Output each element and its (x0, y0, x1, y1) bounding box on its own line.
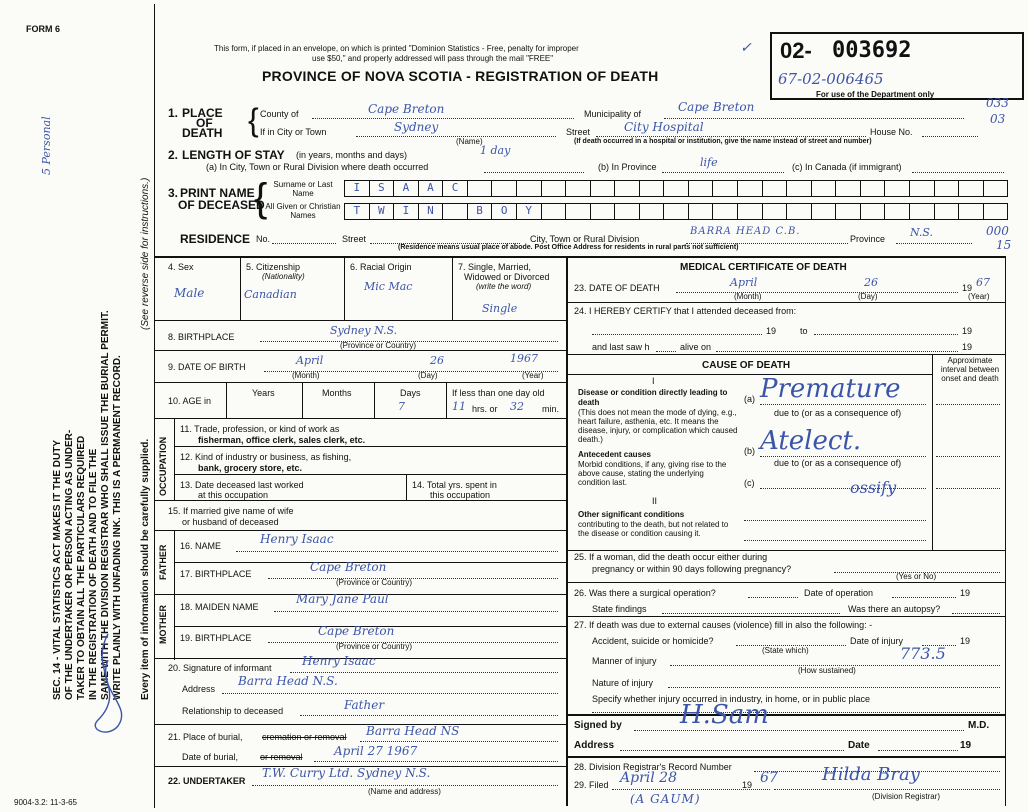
state-findings: State findings (592, 604, 647, 614)
death-month-label: (Month) (734, 292, 762, 301)
page-title: PROVINCE OF NOVA SCOTIA - REGISTRATION OF DEATH (262, 68, 659, 84)
stamp: (A GAUM) (630, 792, 701, 806)
specify: Specify whether injury occurred in industry, in home, or in public place (592, 694, 870, 704)
surname-letter-box: I (345, 181, 370, 196)
q20: 20. Signature of informant (168, 663, 272, 673)
house-label: House No. (870, 127, 913, 137)
death-day-label: (Day) (858, 292, 878, 301)
q15b: or husband of deceased (182, 517, 279, 527)
surname-letter-box (812, 181, 837, 196)
given-grid (344, 203, 1008, 220)
q12: 12. Kind of industry or business, as fishing, (180, 452, 352, 462)
relationship-value: Father (344, 698, 385, 712)
mother-bp: Cape Breton (318, 624, 395, 638)
age-min: 32 (510, 400, 524, 413)
given-letter-box (713, 204, 738, 219)
last-saw: and last saw h (592, 342, 650, 352)
other-sub: contributing to the death, but not related to the disease or condition causing it. (578, 520, 729, 538)
place-label3: DEATH (182, 126, 223, 140)
marital-sub: (write the word) (476, 282, 532, 291)
disease-label: Disease or condition directly leading to death (578, 388, 728, 407)
q15: 15. If married give name of wife (168, 506, 294, 516)
father-side: FATHER (158, 544, 168, 580)
date: Date (848, 740, 870, 751)
burial-date: April 27 1967 (334, 744, 418, 758)
due-to-2: due to (or as a consequence of) (774, 458, 902, 468)
alive-on: alive on (680, 342, 712, 352)
surname-letter-box (738, 181, 763, 196)
citizenship-value: Canadian (244, 288, 297, 301)
municipality-value: Cape Breton (678, 100, 755, 114)
hrs-label: hrs. or (472, 404, 498, 414)
name-label2: OF DECEASED (178, 198, 265, 212)
given-letter-box: N (419, 204, 444, 219)
side-line3: TAKER TO OBTAIN ALL THE PARTICULARS REQUIRED (76, 435, 87, 700)
place-label1: PLACE (182, 106, 223, 120)
address: Address (574, 740, 615, 751)
death-year: 67 (976, 276, 990, 289)
given-letter-box (566, 204, 591, 219)
given-letter-box (910, 204, 935, 219)
surname-letter-box (861, 181, 886, 196)
q28: 28. Division Registrar's Record Number (574, 762, 732, 772)
stay-sub: (in years, months and days) (296, 150, 408, 160)
given-letter-box (443, 204, 468, 219)
given-letter-box (935, 204, 960, 219)
dob-day: 26 (430, 354, 444, 367)
min-label: min. (542, 404, 560, 414)
given-letter-box (984, 204, 1008, 219)
nature: Nature of injury (592, 678, 654, 688)
antecedent-label: Antecedent causes (578, 450, 651, 459)
q27: 27. If death was due to external causes (violence) fill in also the following: - (574, 620, 873, 630)
name-label1: PRINT NAME (180, 186, 255, 200)
q18: 18. MAIDEN NAME (180, 602, 259, 612)
code3: 000 (986, 224, 1009, 238)
disease-sub: (This does not mean the mode of dying, e.g., heart failure, asthenia, etc. It means the disease, injury, or complication which caused death.) (578, 408, 738, 444)
other-label: Other significant conditions (578, 510, 685, 519)
manner: Manner of injury (592, 656, 657, 666)
due-to-1: due to (or as a consequence of) (774, 408, 902, 418)
roman-2: II (652, 496, 658, 506)
residence-province: N.S. (910, 226, 934, 239)
side-line4: IN THE REGISTRATION OF DEATH AND TO FILE THE (88, 448, 99, 700)
dob-month-label: (Month) (292, 371, 320, 380)
cause-c-label: (c) (744, 478, 755, 488)
code4: 15 (996, 238, 1012, 252)
surname-letter-box: A (419, 181, 444, 196)
citizenship-label: 5. Citizenship (246, 262, 301, 272)
relationship-label: Relationship to deceased (182, 706, 284, 716)
q21b: cremation or removal (262, 732, 347, 742)
how-sustained: (How sustained) (798, 666, 856, 675)
q13b: at this occupation (198, 490, 269, 500)
hand-reg-number: 67-02-006465 (778, 70, 884, 88)
given-letter-box (640, 204, 665, 219)
autopsy: Was there an autopsy? (848, 604, 941, 614)
signed-by: Signed by (574, 720, 622, 731)
given-letter-box (812, 204, 837, 219)
name-label: (Name) (456, 137, 483, 146)
given-letter-box: O (492, 204, 517, 219)
mother-pc: (Province or Country) (336, 642, 413, 651)
side-scribble (78, 630, 138, 740)
given-letter-box: W (370, 204, 395, 219)
code2: 03 (990, 112, 1006, 126)
street-value: City Hospital (624, 120, 704, 134)
hospital-note: (If death occurred in a hospital or institution, give the name instead of street and number) (574, 138, 872, 145)
surname-letter-box (492, 181, 517, 196)
dob-year-label: (Year) (522, 371, 544, 380)
name-addr: (Name and address) (368, 787, 441, 796)
footer-code: 9004-3.2: 11-3-65 (14, 798, 78, 807)
check-mark: ✓ (740, 40, 752, 56)
place-label2: OF (196, 116, 213, 130)
surname-letter-box: C (443, 181, 468, 196)
side-line2: OF THE UNDERTAKER OR PERSON ACTING AS UNDER- (64, 429, 75, 700)
hand-code: 773.5 (900, 644, 946, 663)
accident: Accident, suicide or homicide? (592, 636, 714, 646)
reg-prefix: 02- (780, 38, 812, 63)
surname-letter-box (640, 181, 665, 196)
given-letter-box (836, 204, 861, 219)
registrar-signature: Hilda Bray (822, 764, 920, 785)
q19: 19. BIRTHPLACE (180, 633, 252, 643)
surname-letter-box (517, 181, 542, 196)
months-label: Months (322, 388, 352, 398)
reg-digits: 003692 (832, 38, 912, 63)
name-num: 3. (168, 186, 179, 200)
state-which: (State which) (762, 646, 809, 655)
date-op: Date of operation (804, 588, 874, 598)
cause-c: ossify (850, 478, 897, 497)
father-name: Henry Isaac (260, 532, 334, 546)
side-line7: (See reverse side for instructions.) (140, 177, 151, 330)
stay-label: LENGTH OF STAY (182, 148, 285, 162)
q16: 16. NAME (180, 541, 222, 551)
surname-letter-box (984, 181, 1008, 196)
surname-letter-box: S (370, 181, 395, 196)
stay-a-value: 1 day (480, 144, 511, 157)
birthplace-label: 8. BIRTHPLACE (168, 332, 235, 342)
side-line5: SAME WITH THE DIVISION REGISTRAR WHO SHALL ISSUE THE BURIAL PERMIT. (100, 310, 111, 700)
citizenship-sub: (Nationality) (262, 272, 305, 281)
racial-label: 6. Racial Origin (350, 262, 412, 272)
father-bp: Cape Breton (310, 560, 387, 574)
surname-letter-box (787, 181, 812, 196)
q24: 24. I HEREBY CERTIFY that I attended deceased from: (574, 306, 797, 316)
surname-label: Surname or Last Name (273, 180, 333, 198)
marital-label-2: Widowed or Divorced (464, 272, 550, 282)
surname-letter-box (615, 181, 640, 196)
q24-19a: 19 (766, 326, 777, 336)
surname-letter-box (959, 181, 984, 196)
given-letter-box (885, 204, 910, 219)
residence-note: (Residence means usual place of abode. Post Office Address for residents in rural parts not sufficient) (398, 244, 739, 251)
filed-19: 19 (742, 780, 753, 790)
residence-street: Street (342, 234, 367, 244)
form-label: FORM 6 (26, 24, 61, 34)
residence-city-label: City, Town or Rural Division (530, 234, 640, 244)
death-year-label: (Year) (968, 292, 990, 301)
municipality-label: Municipality of (584, 109, 642, 119)
div-reg: (Division Registrar) (872, 792, 941, 801)
age-label: 10. AGE in (168, 396, 212, 406)
given-letter-box (689, 204, 714, 219)
mother-side: MOTHER (158, 605, 168, 644)
surname-letter-box (468, 181, 493, 196)
date-inj: Date of injury (850, 636, 904, 646)
side-line1: SEC. 14 - VITAL STATISTICS ACT MAKES IT THE DUTY (52, 439, 63, 700)
q25b: pregnancy or within 90 days following pregnancy? (592, 564, 792, 574)
given-letter-box: Y (517, 204, 542, 219)
given-letter-box (615, 204, 640, 219)
medical-title: MEDICAL CERTIFICATE OF DEATH (680, 262, 847, 273)
date-inj-19: 19 (960, 636, 971, 646)
surname-letter-box (910, 181, 935, 196)
q24-19b: 19 (962, 326, 973, 336)
physician-signature: H.Sam (680, 700, 769, 730)
q12b: bank, grocery store, etc. (198, 463, 303, 473)
residence-city: BARRA HEAD C.B. (690, 226, 801, 237)
yes-no: (Yes or No) (896, 572, 937, 581)
death-month: April (730, 276, 758, 289)
q13: 13. Date deceased last worked (180, 480, 304, 490)
death-year-prefix: 19 (962, 283, 973, 293)
surname-grid (344, 180, 1008, 197)
stay-c: (c) In Canada (if immigrant) (792, 162, 902, 172)
q11b: fisherman, office clerk, sales clerk, etc. (198, 435, 366, 445)
surname-letter-box (542, 181, 567, 196)
roman-1: I (652, 376, 655, 386)
surname-letter-box (664, 181, 689, 196)
q24-19c: 19 (962, 342, 973, 352)
birthplace-sub: (Province or Country) (340, 341, 417, 350)
father-pc: (Province or Country) (336, 578, 413, 587)
cause-b: Atelect. (760, 426, 862, 456)
marital-value: Single (482, 302, 518, 315)
surname-letter-box (763, 181, 788, 196)
stay-num: 2. (168, 148, 179, 162)
county-value: Cape Breton (368, 102, 445, 116)
q21: 21. Place of burial, (168, 732, 243, 742)
residence-no: No. (256, 234, 271, 244)
header-notice2: use $50," and properly addressed will pass through the mail "FREE" (312, 54, 554, 63)
death-day: 26 (864, 276, 878, 289)
given-letter-box (591, 204, 616, 219)
q14b: this occupation (430, 490, 491, 500)
stay-b: (b) In Province (598, 162, 657, 172)
burial-date-b: or removal (260, 752, 303, 762)
mother-name: Mary Jane Paul (296, 592, 389, 606)
given-letter-box (664, 204, 689, 219)
city-value: Sydney (394, 120, 439, 134)
q22: 22. UNDERTAKER (168, 776, 246, 786)
surname-letter-box (885, 181, 910, 196)
dob-year: 1967 (510, 352, 538, 365)
q25: 25. If a woman, did the death occur either during (574, 552, 768, 562)
sex-label: 4. Sex (168, 262, 194, 272)
age-days: 7 (398, 400, 405, 413)
street-label: Street (566, 127, 591, 137)
side-hand-note: 5 Personal (40, 116, 53, 175)
informant-signature: Henry Isaac (302, 654, 376, 668)
place-num: 1. (168, 106, 179, 120)
code1: 033 (986, 96, 1009, 110)
q14: 14. Total yrs. spent in (412, 480, 497, 490)
given-letter-box (738, 204, 763, 219)
filed-year: 67 (760, 770, 778, 786)
given-letter-box (763, 204, 788, 219)
cause-b-label: (b) (744, 446, 755, 456)
margin-line (154, 4, 155, 808)
dob-month: April (296, 354, 324, 367)
q11: 11. Trade, profession, or kind of work as (180, 424, 340, 434)
surname-letter-box (689, 181, 714, 196)
cause-a-label: (a) (744, 394, 755, 404)
surname-letter-box (836, 181, 861, 196)
racial-value: Mic Mac (364, 280, 413, 293)
undertaker: T.W. Curry Ltd. Sydney N.S. (262, 766, 431, 780)
days-label: Days (400, 388, 421, 398)
q23: 23. DATE OF DEATH (574, 283, 660, 293)
age-hrs: 11 (452, 400, 466, 413)
date-op-19: 19 (960, 588, 971, 598)
surname-letter-box (591, 181, 616, 196)
given-letter-box: I (394, 204, 419, 219)
given-label: All Given or Christian Names (265, 202, 341, 220)
burial-date-label: Date of burial, (182, 752, 239, 762)
city-label: If in City or Town (260, 127, 327, 137)
given-letter-box (861, 204, 886, 219)
q29: 29. Filed (574, 780, 609, 790)
surname-letter-box (713, 181, 738, 196)
stay-a: (a) In City, Town or Rural Division where death occurred (206, 162, 429, 172)
given-letter-box (542, 204, 567, 219)
given-letter-box (959, 204, 984, 219)
occupation-side: OCCUPATION (158, 436, 168, 496)
less-than-label: If less than one day old (452, 388, 545, 398)
given-letter-box: B (468, 204, 493, 219)
years-label: Years (252, 388, 275, 398)
md: M.D. (968, 720, 990, 731)
q24-to: to (800, 326, 808, 336)
surname-letter-box (935, 181, 960, 196)
side-line6: WRITE PLAINLY WITH UNFADING INK. THIS IS A PERMANENT RECORD. (112, 355, 123, 700)
given-letter-box: T (345, 204, 370, 219)
side-line8: Every item of information should be carefully supplied. (140, 438, 151, 700)
sex-value: Male (174, 286, 205, 300)
date-19: 19 (960, 740, 972, 751)
header-notice: This form, if placed in an envelope, on which is printed "Dominion Statistics - Free, penalty for improper (214, 44, 579, 53)
dob-day-label: (Day) (418, 371, 438, 380)
burial-place: Barra Head NS (366, 724, 460, 738)
interval-label: Approximate interval between onset and death (940, 356, 1000, 383)
residence-province-label: Province (850, 234, 886, 244)
residence-label: RESIDENCE (180, 232, 251, 246)
informant-address: Barra Head N.S. (238, 674, 338, 688)
surname-letter-box (566, 181, 591, 196)
informant-address-label: Address (182, 684, 216, 694)
dob-label: 9. DATE OF BIRTH (168, 362, 246, 372)
cause-a: Premature (760, 374, 901, 404)
cause-title: CAUSE OF DEATH (702, 360, 791, 371)
dept-use: For use of the Department only (816, 90, 935, 99)
antecedent-sub: Morbid conditions, if any, giving rise to the above cause, stating the underlying condition last. (578, 460, 727, 487)
given-letter-box (787, 204, 812, 219)
birthplace-value: Sydney N.S. (330, 324, 398, 337)
filed-date: April 28 (620, 770, 677, 786)
marital-label-1: 7. Single, Married, (458, 262, 532, 272)
q26: 26. Was there a surgical operation? (574, 588, 716, 598)
stay-b-value: life (700, 156, 718, 169)
surname-letter-box: A (394, 181, 419, 196)
county-label: County of (260, 109, 299, 119)
q17: 17. BIRTHPLACE (180, 569, 252, 579)
